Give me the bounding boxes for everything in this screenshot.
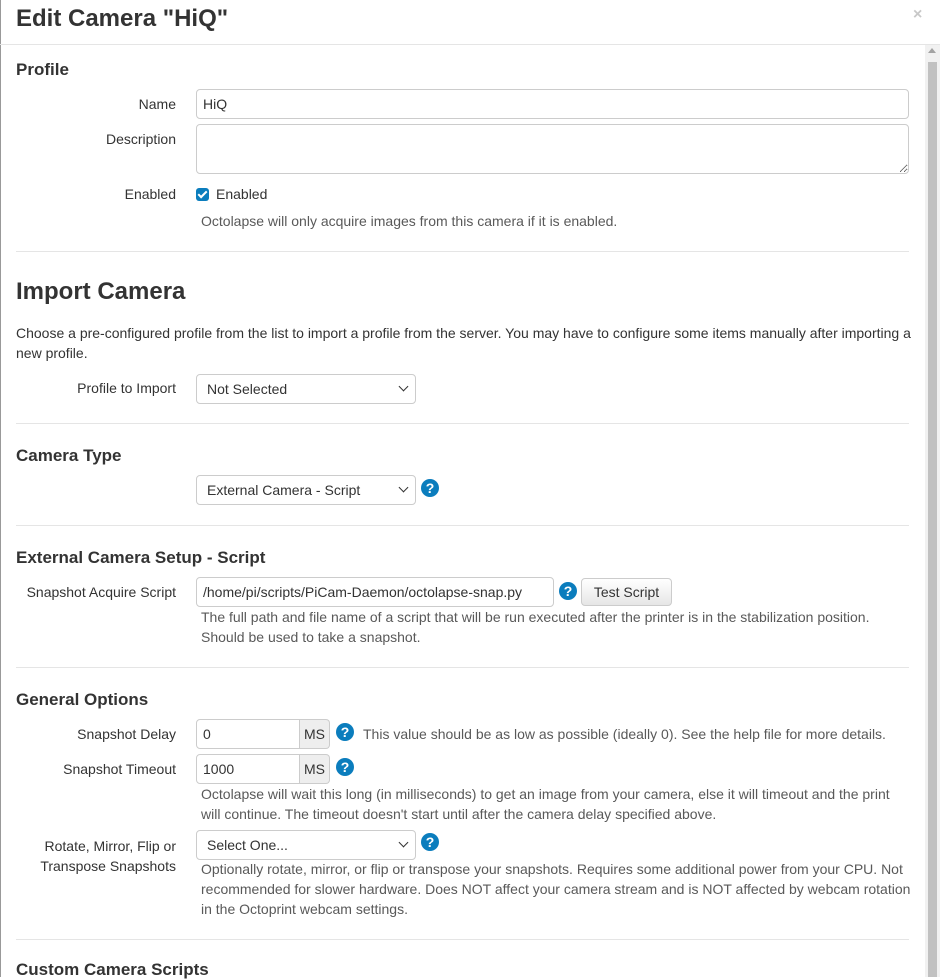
divider [16,423,909,424]
enabled-label: Enabled [124,186,176,202]
snapshot-delay-help: This value should be as low as possible (ideally 0). See the help file for more details. [363,726,886,742]
rotate-select-value: Select One... [207,837,288,853]
camera-type-heading: Camera Type [16,446,122,465]
profile-to-import-value: Not Selected [207,381,288,397]
description-label: Description [105,131,176,147]
scrollbar-thumb[interactable] [928,62,937,977]
profile-heading: Profile [16,60,69,79]
custom-scripts-heading: Custom Camera Scripts [16,960,209,979]
profile-to-import-label: Profile to Import [77,380,176,396]
snapshot-timeout-unit: MS [300,754,330,784]
help-question-icon[interactable]: ? [336,723,354,741]
rotate-label: Rotate, Mirror, Flip or Transpose Snapshots [40,838,176,874]
name-input[interactable] [196,89,909,119]
name-label: Name [138,96,176,112]
general-options-heading: General Options [16,690,149,709]
help-question-icon[interactable]: ? [336,758,354,776]
scroll-up-arrow-icon[interactable] [928,48,936,53]
rotate-help: Optionally rotate, mirror, or flip or transpose your snapshots. Requires some additional power from your CPU. Not recommended for slower hardware. Does NOT affect your camera stream and is NOT affected by webcam rotation in the Octoprint webcam settings. [201,861,911,917]
snapshot-script-label: Snapshot Acquire Script [26,584,176,600]
help-question-icon[interactable]: ? [421,833,439,851]
snapshot-timeout-label: Snapshot Timeout [63,761,176,777]
chevron-down-icon [399,483,409,493]
external-setup-heading: External Camera Setup - Script [16,548,266,567]
modal-header [0,0,940,45]
import-camera-heading: Import Camera [16,278,186,305]
modal-title: Edit Camera "HiQ" [16,5,229,32]
snapshot-script-input[interactable] [196,577,554,607]
enabled-checkbox-label: Enabled [216,186,268,202]
profile-to-import-select[interactable] [196,374,416,404]
snapshot-delay-input[interactable] [196,719,300,749]
description-textarea[interactable] [196,124,909,174]
import-camera-description: Choose a pre-configured profile from the list to import a profile from the server. You may have to configure some items manually after importing a new profile. [16,325,911,361]
enabled-checkbox[interactable] [196,188,209,201]
divider [16,251,909,252]
camera-type-value: External Camera - Script [207,482,361,498]
test-script-button[interactable]: Test Script [581,578,672,606]
chevron-down-icon [399,838,409,848]
enabled-help-text: Octolapse will only acquire images from this camera if it is enabled. [201,213,618,229]
snapshot-delay-unit: MS [300,719,330,749]
chevron-down-icon [399,382,409,392]
divider [16,939,909,940]
close-icon[interactable]: × [913,6,923,23]
divider [16,525,909,526]
modal-left-border [0,0,1,977]
snapshot-timeout-help: Octolapse will wait this long (in milliseconds) to get an image from your camera, else it will timeout and the print will continue. The timeout doesn't start until after the camera delay specified above. [201,786,890,822]
camera-type-select[interactable] [196,475,416,505]
snapshot-timeout-input[interactable] [196,754,300,784]
snapshot-script-help: The full path and file name of a script that will be run executed after the printer is in the stabilization position. Should be used to take a snapshot. [201,609,870,645]
help-question-icon[interactable]: ? [421,479,439,497]
divider [16,667,909,668]
snapshot-delay-label: Snapshot Delay [77,726,176,742]
rotate-select[interactable] [196,830,416,860]
help-question-icon[interactable]: ? [559,582,577,600]
